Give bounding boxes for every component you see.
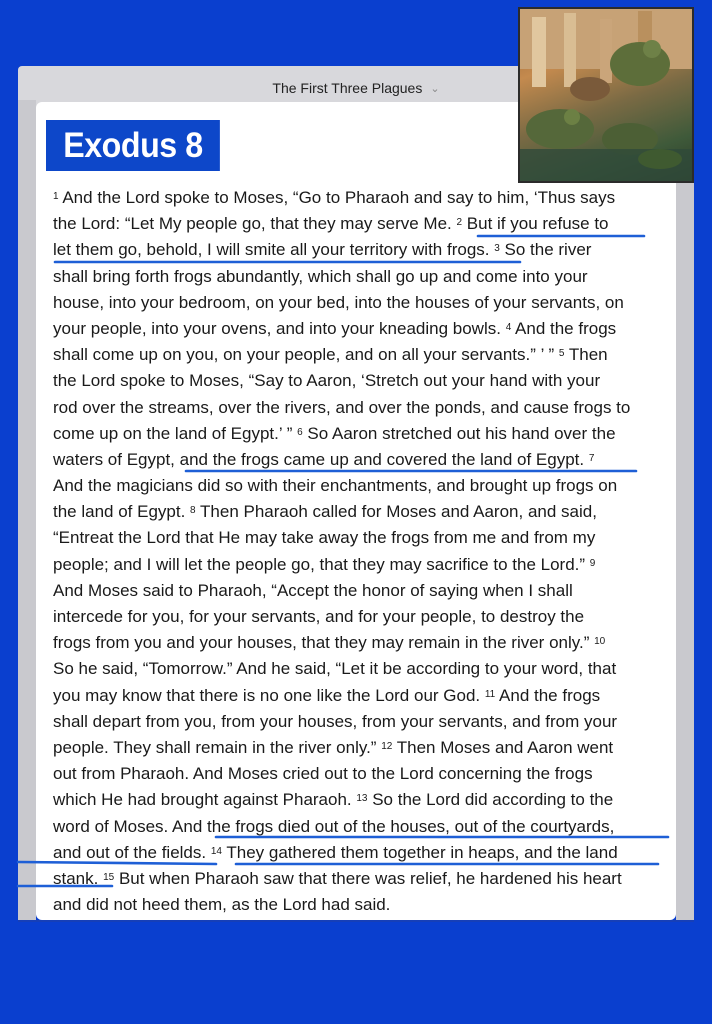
- verse-text: and out of the fields.: [53, 842, 211, 862]
- verse-text: people. They shall remain in the river only.”: [53, 737, 382, 757]
- verse-text: out from Pharaoh. And Moses cried out to the Lord concerning the frogs: [53, 764, 593, 784]
- verse-text: and did not heed them, as the Lord had said.: [53, 895, 391, 915]
- verse-number: 7: [588, 452, 595, 464]
- verse-text: shall depart from you, from your houses, from your servants, and from your: [53, 711, 618, 731]
- verse-number: 2: [456, 217, 463, 229]
- verse-text: But when Pharaoh saw that there was relief, he hardened his heart: [114, 868, 622, 888]
- verse-number: 9: [589, 557, 596, 569]
- verse-text: you may know that there is no one like the Lord our God.: [53, 685, 485, 705]
- background-bottom: [0, 922, 712, 1024]
- chevron-down-icon: ⌄: [430, 82, 440, 95]
- verse-text: intercede for you, for your servants, and for your people, to destroy the: [53, 607, 585, 626]
- verse-number: 15: [103, 871, 115, 883]
- verse-text: the Lord: “Let My people go, that they may serve Me.: [53, 214, 457, 234]
- verse-text: word of Moses. And the frogs died out of the houses, out of the courtyards,: [53, 816, 615, 836]
- verse-number: 6: [297, 426, 303, 438]
- verse-text: shall bring forth frogs abundantly, which shall go up and come into your: [53, 266, 588, 286]
- verse-number: 3: [494, 243, 500, 255]
- underline-stroke: [18, 862, 216, 864]
- verse-text: house, into your bedroom, on your bed, into the houses of your servants, on: [53, 292, 624, 312]
- verse-number: 4: [505, 321, 512, 333]
- verse-text: which He had brought against Pharaoh.: [53, 790, 357, 810]
- verse-text: And the frogs: [511, 318, 617, 338]
- plan-title: The First Three Plagues: [272, 80, 423, 96]
- verse-number: 5: [558, 348, 565, 360]
- verse-text: people; and I will let the people go, that they may sacrifice to the Lord.”: [53, 554, 590, 574]
- verse-text: But if you refuse to: [462, 214, 609, 234]
- verse-text: And the frogs: [495, 685, 601, 705]
- verse-text: They gathered them together in heaps, and the land: [221, 842, 618, 862]
- verse-text: stank.: [53, 868, 104, 888]
- verse-text: your people, into your ovens, and into your kneading bowls.: [53, 318, 506, 338]
- verse-number: 8: [190, 505, 196, 517]
- verse-text: So Aaron stretched out his hand over the: [302, 423, 616, 443]
- verse-text: “Entreat the Lord that He may take away the frogs from me and from my: [53, 528, 596, 548]
- verse-text: Then Moses and Aaron went: [392, 737, 614, 757]
- verse-text: And the Lord spoke to Moses, “Go to Pharaoh and say to him, ‘Thus says: [58, 188, 616, 207]
- verse-text: And Moses said to Pharaoh, “Accept the honor of saying when I shall: [53, 580, 573, 600]
- verse-text: Then: [564, 345, 608, 365]
- verse-number: 14: [210, 845, 222, 857]
- verse-text: rod over the streams, over the rivers, and over the ponds, and cause frogs to: [53, 397, 631, 417]
- verse-text: come up on the land of Egypt.’ ”: [53, 423, 298, 443]
- verse-text: let them go, behold, I will smite all your territory with frogs.: [53, 240, 495, 260]
- verse-text: waters of Egypt, and the frogs came up and covered the land of Egypt.: [53, 449, 589, 469]
- verse-text: So the Lord did according to the: [367, 790, 614, 810]
- verse-number: 13: [356, 793, 368, 805]
- chapter-heading: Exodus 8: [46, 120, 220, 171]
- verse-text: shall come up on you, on your people, and on all your servants.” ’ ”: [53, 345, 559, 365]
- verse-text: So the river: [499, 240, 592, 260]
- verse-number: 11: [484, 688, 496, 700]
- verse-text: frogs from you and your houses, that they may remain in the river only.”: [53, 633, 595, 653]
- verse-number: 10: [594, 636, 606, 648]
- verse-text: the land of Egypt.: [53, 502, 191, 522]
- verse-text: Then Pharaoh called for Moses and Aaron, and said,: [195, 502, 597, 522]
- verse-text: And the magicians did so with their enchantments, and brought up frogs on: [53, 476, 618, 496]
- verse-number: 12: [381, 740, 393, 752]
- verse-text: So he said, “Tomorrow.” And he said, “Let it be according to your word, that: [53, 659, 617, 679]
- verse-text: the Lord spoke to Moses, “Say to Aaron, ‘Stretch out your hand with your: [53, 371, 601, 391]
- verse-number: 1: [53, 191, 59, 202]
